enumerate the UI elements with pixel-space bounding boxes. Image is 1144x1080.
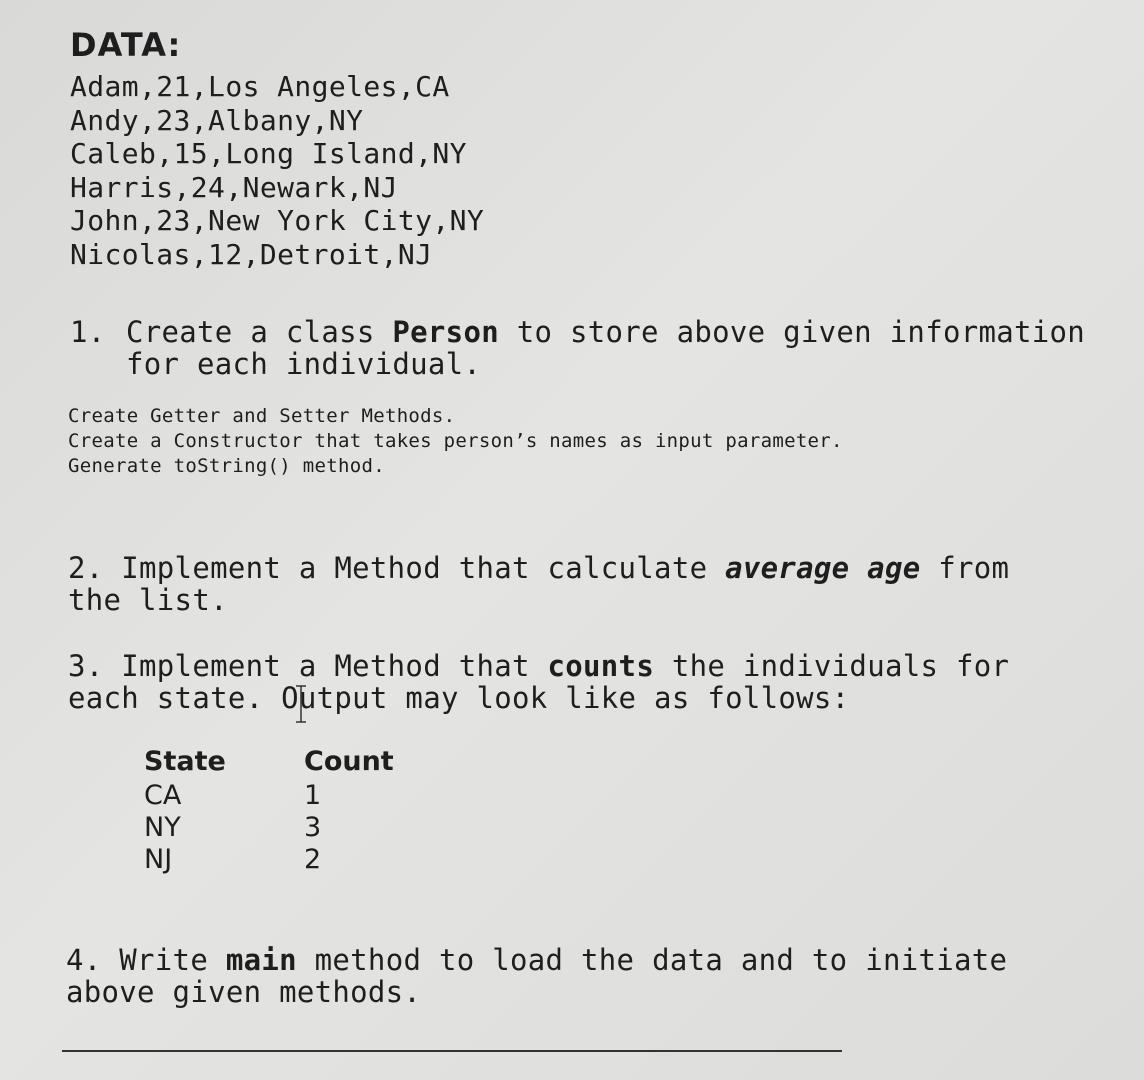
- data-row: Harris,24,Newark,NJ: [70, 170, 398, 204]
- header-state: State: [144, 746, 226, 777]
- cell-count: 1: [304, 780, 322, 811]
- task-4: [66, 944, 1106, 1008]
- task-4-bold: main: [225, 943, 297, 977]
- task-2-emphasis: average age: [725, 551, 921, 585]
- task-1-requirements: [68, 404, 843, 479]
- data-list: [70, 70, 484, 271]
- cell-count: 3: [304, 812, 322, 843]
- header-count: Count: [304, 746, 394, 777]
- data-row: Andy,23,Albany,NY: [70, 103, 364, 137]
- data-row: Nicolas,12,Detroit,NJ: [70, 237, 433, 271]
- data-row: John,23,New York City,NY: [70, 204, 485, 237]
- text-cursor-icon: [295, 684, 307, 724]
- task-1: [70, 316, 1090, 380]
- data-row: Adam,21,Los Angeles,CA: [70, 70, 450, 103]
- data-heading: DATA:: [70, 26, 182, 64]
- requirement-item: Create a Constructor that takes person’s names as input parameter.: [68, 430, 843, 452]
- task-1-class-name: Person: [392, 315, 499, 349]
- task-4-text: 4. Write: [66, 943, 226, 977]
- table-row: [144, 812, 394, 844]
- table-row: [144, 780, 394, 812]
- task-3-bold: counts: [547, 649, 655, 683]
- task-3-text-cont: the individuals for each state. Output may look like as follows:: [68, 649, 1010, 715]
- task-2: [68, 552, 1078, 616]
- state-count-table: [144, 746, 394, 876]
- data-row: Caleb,15,Long Island,NY: [70, 137, 467, 170]
- cell-state: NY: [144, 812, 181, 843]
- task-3: [68, 650, 1088, 714]
- task-3-text: 3. Implement a Method that: [68, 649, 548, 683]
- cell-state: NJ: [144, 844, 173, 875]
- bottom-divider: [62, 1050, 842, 1052]
- task-1-line-2: for each individual.: [126, 347, 482, 381]
- task-1-text-cont: to store above given information: [498, 315, 1086, 349]
- cell-count: 2: [304, 844, 322, 875]
- requirement-item: Create Getter and Setter Methods.: [68, 405, 456, 427]
- task-2-text: 2. Implement a Method that calculate: [68, 551, 726, 585]
- cell-state: CA: [144, 780, 182, 811]
- task-4-text-cont: method to load the data and to initiate above given methods.: [66, 943, 1008, 1009]
- task-1-number: 1.: [70, 315, 106, 349]
- table-row: [144, 844, 394, 876]
- task-2-text-cont: from the list.: [68, 551, 1010, 617]
- requirement-item: Generate toString() method.: [68, 455, 385, 477]
- table-header-row: [144, 746, 394, 780]
- task-1-text: Create a class: [126, 315, 393, 349]
